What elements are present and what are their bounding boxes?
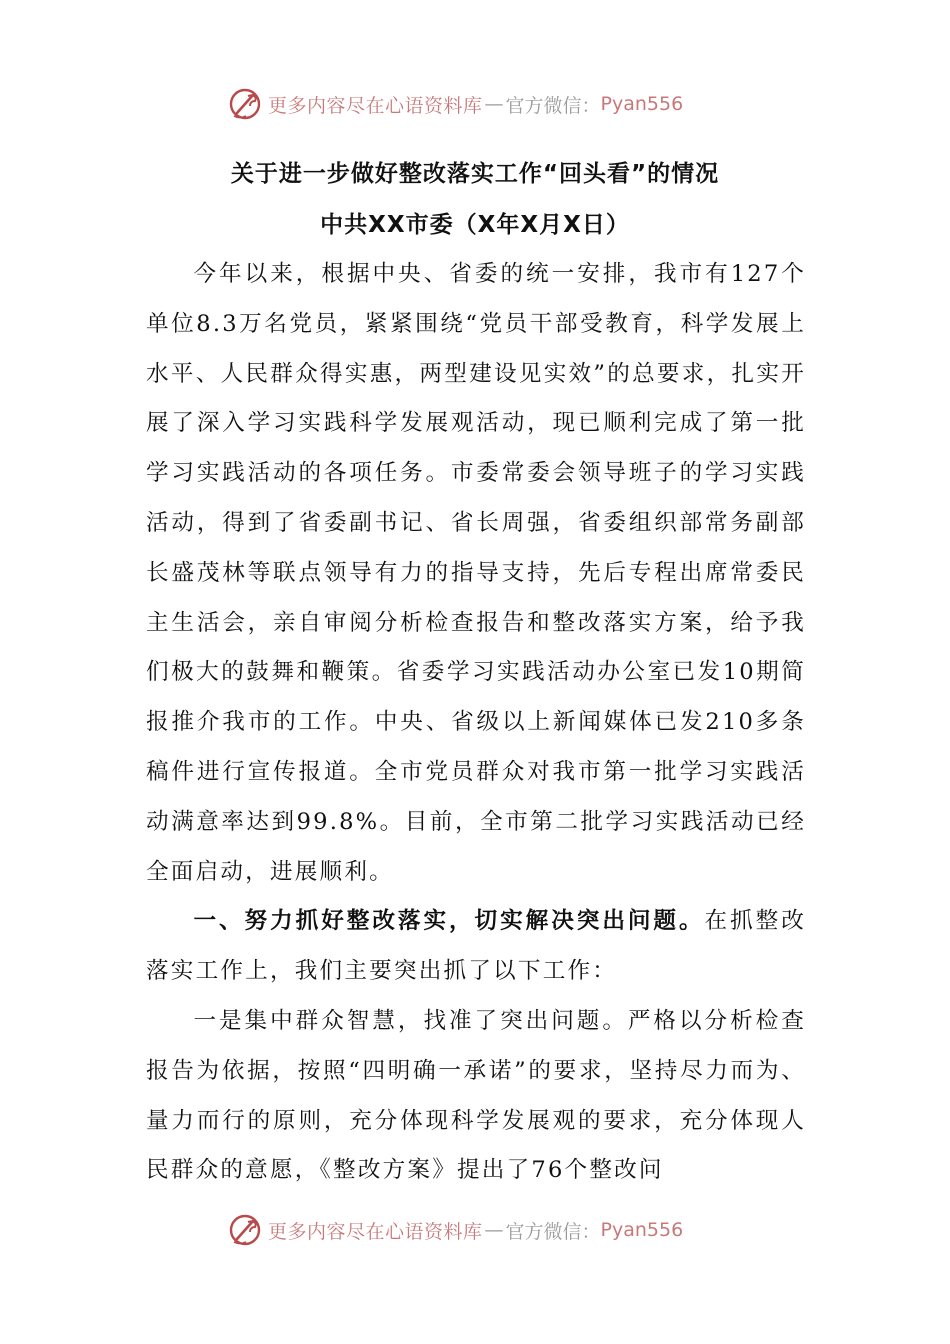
watermark-banner-bottom bbox=[228, 1212, 748, 1248]
document-title: 关于进一步做好整改落实工作“回头看”的情况 bbox=[230, 161, 720, 187]
banner-wechat-label: 官方微信： bbox=[505, 94, 601, 117]
document-body bbox=[146, 250, 806, 1196]
paragraph-point-one: 一是集中群众智慧，找准了突出问题。严格以分析检查报告为依据，按照“四明确一承诺”的要求，坚持尽力而为、量力而行的原则，充分体现科学发展观的要求，充分体现人民群众的意愿，《整改方案》提出了76个整改问 bbox=[146, 1007, 806, 1184]
banner-separator: — bbox=[484, 1219, 504, 1241]
section-heading: 一、努力抓好整改落实，切实解决突出问题。 bbox=[193, 908, 705, 935]
quill-seal-icon bbox=[228, 87, 262, 121]
banner-main-text: 更多内容尽在心语资料库 bbox=[268, 1220, 483, 1243]
document-subtitle: 中共XX市委（X年X月X日） bbox=[320, 212, 630, 238]
watermark-banner-top bbox=[228, 86, 748, 122]
banner-separator: — bbox=[484, 93, 504, 115]
paragraph-intro: 今年以来，根据中央、省委的统一安排，我市有127个单位8.3万名党员，紧紧围绕“党员干部受教育，科学发展上水平、人民群众得实惠，两型建设见实效”的总要求，扎实开展了深入学习实践科学发展观活动，现已顺利完成了第一批学习实践活动的各项任务。市委常委会领导班子的学习实践活动，得到了省委副书记、省长周强，省委组织部常务副部长盛茂林等联点领导有力的指导支持，先后专程出席常委民主生活会，亲自审阅分析检查报告和整改落实方案，给予我们极大的鼓舞和鞭策。省委学习实践活动办公室已发10期简报推介我市的工作。中央、省级以上新闻媒体已发210多条稿件进行宣传报道。全市党员群众对我市第一批学习实践活动满意率达到99.8%。目前，全市第二批学习实践活动已经全面启动，进展顺利。 bbox=[146, 261, 806, 885]
banner-wechat-handle: Pyan556 bbox=[600, 93, 684, 115]
paragraph-section-one bbox=[146, 897, 806, 997]
banner-wechat-handle: Pyan556 bbox=[600, 1219, 684, 1241]
quill-seal-icon bbox=[228, 1213, 262, 1247]
banner-wechat-label: 官方微信： bbox=[505, 1220, 601, 1243]
banner-main-text: 更多内容尽在心语资料库 bbox=[268, 94, 483, 117]
section-text: 在抓整改落实工作上，我们主要突出抓了以下工作： bbox=[146, 908, 807, 985]
